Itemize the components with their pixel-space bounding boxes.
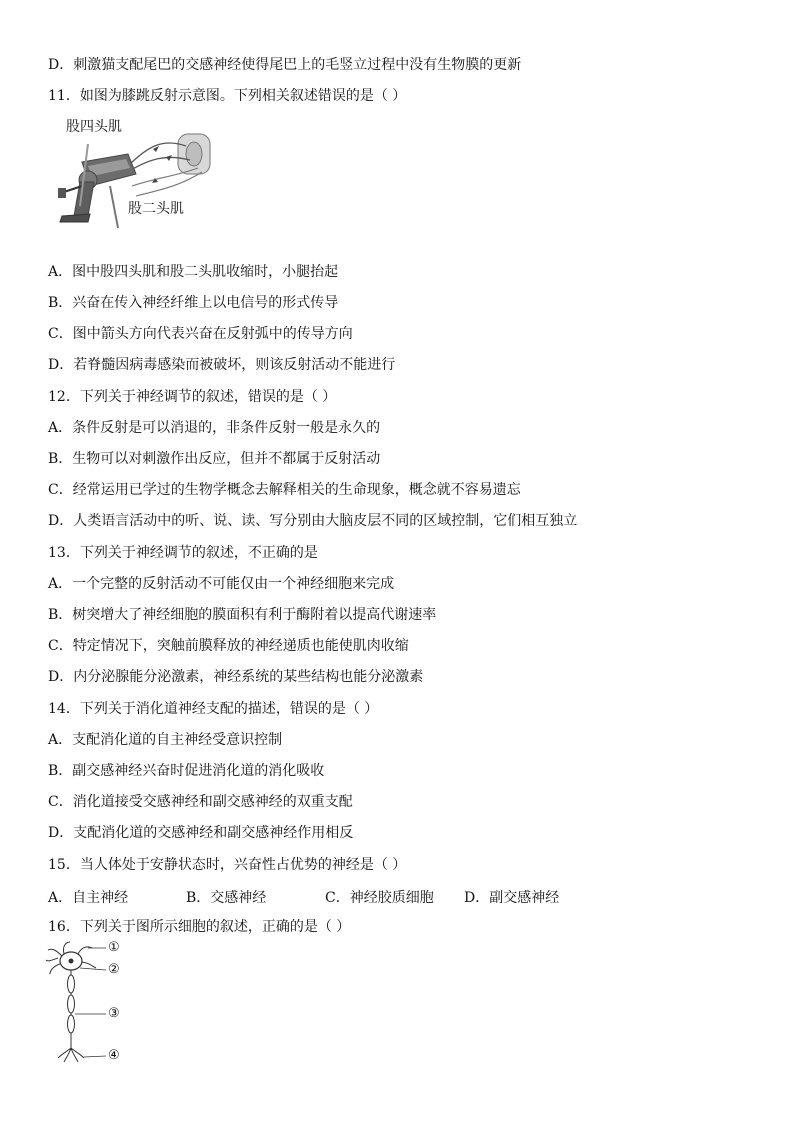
q15-stem: 15．当人体处于安静状态时，兴奋性占优势的神经是（ ）: [48, 857, 407, 873]
q15-option-c: C．神经胶质细胞: [325, 890, 434, 906]
knee-jerk-reflex-figure: [58, 116, 218, 234]
q16-stem: 16．下列关于图所示细胞的叙述，正确的是（ ）: [48, 919, 351, 935]
q14-option-c: C．消化道接受交感神经和副交感神经的双重支配: [48, 794, 353, 810]
label-1: ①: [108, 940, 120, 955]
q13-option-a: A．一个完整的反射活动不可能仅由一个神经细胞来完成: [48, 576, 395, 592]
q15-option-d: D．副交感神经: [464, 890, 560, 906]
q13-stem: 13．下列关于神经调节的叙述，不正确的是: [48, 545, 318, 561]
neuron-figure: [44, 940, 134, 1070]
q10-option-d: D．刺激猫支配尾巴的交感神经使得尾巴上的毛竖立过程中没有生物膜的更新: [48, 57, 522, 73]
q15-option-b: B．交感神经: [186, 890, 267, 906]
q14-stem: 14．下列关于消化道神经支配的描述，错误的是（ ）: [48, 701, 379, 717]
q14-option-d: D．支配消化道的交感神经和副交感神经作用相反: [48, 825, 354, 841]
q12-option-c: C．经常运用已学过的生物学概念去解释相关的生命现象，概念就不容易遗忘: [48, 482, 521, 498]
q11-stem: 11．如图为膝跳反射示意图。下列相关叙述错误的是（ ）: [48, 88, 407, 104]
q12-option-d: D．人类语言活动中的听、说、读、写分别由大脑皮层不同的区域控制，它们相互独立: [48, 513, 578, 529]
label-2: ②: [108, 962, 120, 977]
q15-options-row: [48, 887, 748, 905]
q13-option-d: D．内分泌腺能分泌激素，神经系统的某些结构也能分泌激素: [48, 669, 424, 685]
q12-option-a: A．条件反射是可以消退的，非条件反射一般是永久的: [48, 420, 381, 436]
biceps-femoris-label: 股二头肌: [128, 201, 184, 217]
q11-option-a: A．图中股四头肌和股二头肌收缩时，小腿抬起: [48, 264, 339, 280]
q14-option-a: A．支配消化道的自主神经受意识控制: [48, 732, 283, 748]
label-3: ③: [108, 1006, 120, 1021]
label-4: ④: [108, 1048, 120, 1063]
q11-option-c: C．图中箭头方向代表兴奋在反射弧中的传导方向: [48, 326, 353, 342]
q12-option-b: B．生物可以对刺激作出反应，但并不都属于反射活动: [48, 451, 381, 467]
q11-option-d: D．若脊髓因病毒感染而被破坏，则该反射活动不能进行: [48, 357, 396, 373]
q13-option-b: B．树突增大了神经细胞的膜面积有利于酶附着以提高代谢速率: [48, 607, 437, 623]
q15-option-a: A．自主神经: [48, 890, 129, 906]
neuron-illustration: [44, 940, 134, 1070]
quadriceps-label: 股四头肌: [66, 119, 122, 135]
q11-option-b: B．兴奋在传入神经纤维上以电信号的形式传导: [48, 295, 339, 311]
q13-option-c: C．特定情况下，突触前膜释放的神经递质也能使肌肉收缩: [48, 638, 409, 654]
q14-option-b: B．副交感神经兴奋时促进消化道的消化吸收: [48, 763, 325, 779]
q12-stem: 12．下列关于神经调节的叙述，错误的是（ ）: [48, 389, 337, 405]
